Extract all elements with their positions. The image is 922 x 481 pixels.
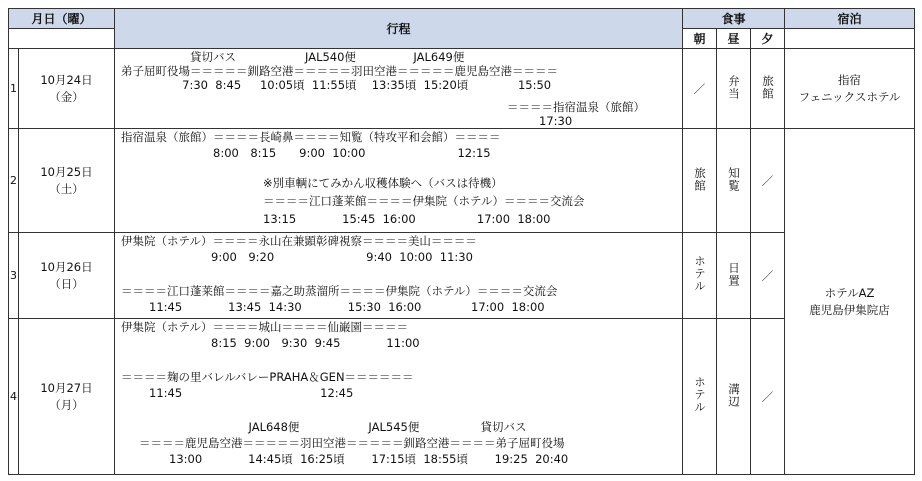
meal-text: ／ [693,81,706,96]
meal-text: 弁当 [727,74,742,100]
schedule-line: 指宿温泉（旅館）＝＝＝＝長崎鼻＝＝＝＝知覧（特攻平和会館）＝＝＝＝ [121,130,501,144]
meal-breakfast [683,233,717,319]
day-date [19,319,115,475]
schedule-line: 伊集院（ホテル）＝＝＝＝城山＝＝＝＝仙巌園＝＝＝＝ [121,320,408,334]
weekday-text: （土） [49,181,84,196]
schedule-cell [115,319,683,475]
meal-text: ／ [761,173,774,188]
schedule-cell [115,49,683,129]
header-breakfast: 朝 [683,29,717,49]
meal-text: ／ [761,389,774,404]
lodging-text: ホテルAZ 鹿児島伊集院店 [809,285,890,317]
meal-breakfast [683,129,717,233]
day-row [9,49,915,129]
meal-lunch [717,129,751,233]
day-number: 1 [9,49,19,129]
schedule-cell [115,129,683,233]
schedule-line: 13:15 15:45 16:00 17:00 18:00 [263,212,551,226]
schedule-line: ※別車輌にてみかん収穫体験へ（バスは待機） [263,176,503,190]
day-number: 3 [9,233,19,319]
meal-text: 旅館 [761,74,776,100]
header-dinner: 夕 [751,29,785,49]
schedule-line: 11:45 13:45 14:30 15:30 16:00 17:00 18:00 [149,300,545,314]
weekday-text: （日） [49,276,84,291]
schedule-line: 11:45 12:45 [149,386,354,400]
meal-text: ホテル [693,376,708,414]
day-date [19,129,115,233]
meal-breakfast [683,49,717,129]
date-text: 10月24日 [40,72,93,87]
date-text: 10月26日 [40,259,93,274]
meal-lunch [717,49,751,129]
meal-text: 日置 [727,261,742,287]
itinerary-frame [8,8,914,473]
meal-text: 旅館 [693,166,708,192]
day-date [19,49,115,129]
lodging-cell [785,49,915,129]
schedule-line: ＝＝＝＝江口蓬莱館＝＝＝＝嘉之助蒸溜所＝＝＝＝伊集院（ホテル）＝＝＝＝交流会 [121,284,558,298]
meal-text: 知覧 [727,166,742,192]
header-meals: 食事 [683,9,785,29]
header-lodging-spacer [785,29,915,49]
header-date-spacer [9,29,115,49]
meal-text: 溝辺 [727,382,742,408]
lodging-cell [785,129,915,475]
lodging-text: 指宿 フェニックスホテル [798,72,901,104]
header-row [9,9,915,29]
meal-breakfast [683,319,717,475]
weekday-text: （月） [49,397,84,412]
day-number: 2 [9,129,19,233]
schedule-line: 弟子屈町役場＝＝＝＝＝釧路空港＝＝＝＝＝羽田空港＝＝＝＝＝鹿児島空港＝＝＝＝ [121,64,559,78]
date-text: 10月25日 [40,164,93,179]
schedule-line: ＝＝＝＝麹の里バレルバレーPRAHA＆GEN＝＝＝＝＝＝ [121,370,414,384]
header-lunch: 昼 [717,29,751,49]
schedule-line: 17:30 [539,114,573,128]
meal-lunch [717,319,751,475]
day-date [19,233,115,319]
itinerary-table [8,8,915,475]
weekday-text: （金） [49,89,84,104]
date-text: 10月27日 [40,380,93,395]
schedule-line: ＝＝＝＝指宿温泉（旅館） [507,100,646,114]
header-lodging: 宿泊 [785,9,915,29]
meal-text: ／ [761,268,774,283]
schedule-line: JAL648便 JAL545便 貸切バス [191,420,527,434]
day-number: 4 [9,319,19,475]
meal-dinner [751,233,785,319]
meal-dinner [751,319,785,475]
schedule-line: 9:00 9:20 9:40 10:00 11:30 [211,250,473,264]
schedule-line: ＝＝＝＝鹿児島空港＝＝＝＝＝羽田空港＝＝＝＝＝釧路空港＝＝＝＝弟子屈町役場 [139,436,565,450]
schedule-line: ＝＝＝＝江口蓬莱館＝＝＝＝伊集院（ホテル）＝＝＝＝交流会 [263,194,585,208]
meal-dinner [751,129,785,233]
schedule-line: 8:00 8:15 9:00 10:00 12:15 [213,146,491,160]
schedule-line: 13:00 14:45頃 16:25頃 17:15頃 18:55頃 19:25 20:40 [169,452,569,466]
meal-text: ホテル [693,255,708,293]
schedule-line: 8:15 9:00 9:30 9:45 11:00 [211,336,420,350]
day-row [9,319,915,475]
meal-dinner [751,49,785,129]
schedule-line: 貸切バス JAL540便 JAL649便 [121,50,465,64]
meal-lunch [717,233,751,319]
day-row [9,233,915,319]
schedule-line: 伊集院（ホテル）＝＝＝＝永山在兼顕彰碑視察＝＝＝＝美山＝＝＝＝ [121,234,477,248]
day-row [9,129,915,233]
schedule-line: 7:30 8:45 10:05頃 11:55頃 13:35頃 15:20頃 15:50 [121,78,552,92]
schedule-cell [115,233,683,319]
header-schedule: 行程 [115,9,683,49]
header-date: 月日（曜） [9,9,115,29]
